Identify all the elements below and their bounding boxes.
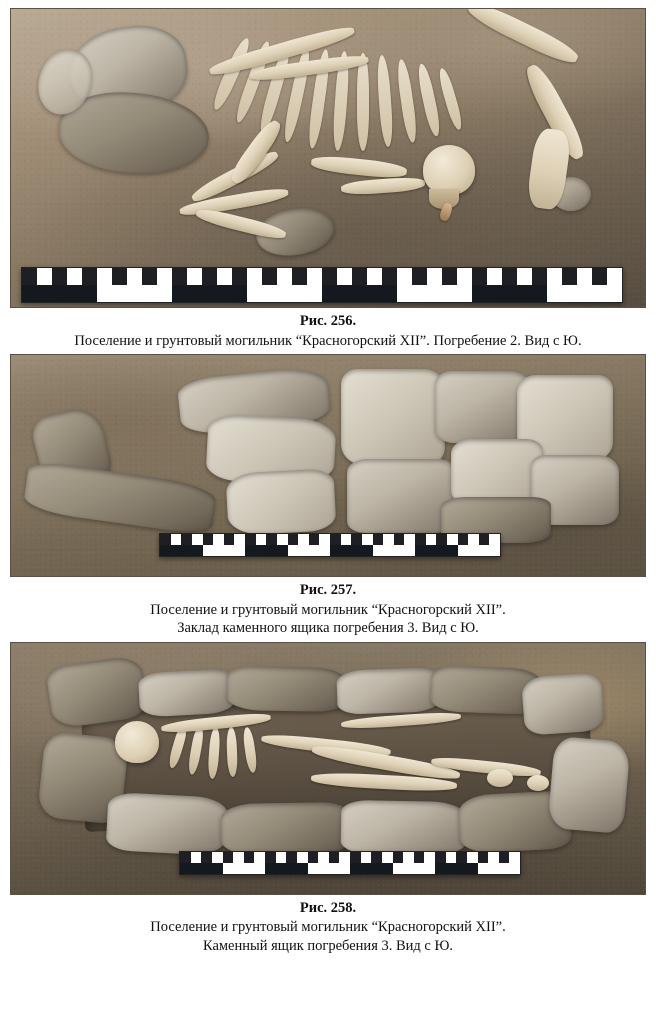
figure-256 <box>10 8 646 350</box>
scale-row-top <box>180 852 520 863</box>
stone-wall-slab <box>227 666 346 712</box>
stone-wall-slab <box>521 672 605 735</box>
skull <box>423 145 475 195</box>
scale-row-bottom <box>22 285 622 302</box>
figure-caption-256 <box>10 312 646 350</box>
scale-bar <box>179 851 521 875</box>
figure-number: Рис. 257. <box>299 582 357 599</box>
scale-bar <box>21 267 623 303</box>
stone-wall-slab <box>221 802 350 856</box>
caption-line: Каменный ящик погребения 3. Вид с Ю. <box>202 937 454 954</box>
stone-wall-slab <box>341 800 468 856</box>
photo-burial-2 <box>10 8 646 308</box>
caption-line: Поселение и грунтовый могильник “Красногорский XII”. Погребение 2. Вид с Ю. <box>74 332 582 349</box>
stone-wall-slab <box>547 736 631 834</box>
figure-number: Рис. 258. <box>299 899 357 916</box>
stone-wall-slab <box>336 667 441 715</box>
stone-cover-slab <box>451 439 543 505</box>
scale-row-bottom <box>180 863 520 874</box>
caption-line: Поселение и грунтовый могильник “Красногорский XII”. <box>150 601 506 618</box>
scale-row-top <box>22 268 622 285</box>
scale-bar <box>159 533 501 557</box>
scale-row-bottom <box>160 545 500 556</box>
caption-line: Поселение и грунтовый могильник “Красногорский XII”. <box>150 919 506 936</box>
photo-stone-cist-cover <box>10 354 646 577</box>
figure-258 <box>10 642 646 956</box>
figure-number: Рис. 256. <box>299 313 357 329</box>
stone-cover-slab <box>341 369 445 465</box>
stone-slab <box>225 468 336 536</box>
photo-stone-cist-burial-3 <box>10 642 646 895</box>
stone-wall-slab <box>106 792 229 856</box>
figure-caption-257 <box>10 581 646 638</box>
skull <box>115 721 159 763</box>
scale-row-top <box>160 534 500 545</box>
bone-fragment <box>527 775 549 791</box>
figure-caption-258 <box>10 899 646 956</box>
bone-rib <box>357 53 369 151</box>
stone-wall-slab <box>138 668 236 717</box>
figure-257 <box>10 354 646 638</box>
caption-line: Заклад каменного ящика погребения 3. Вид с Ю. <box>177 620 479 637</box>
bone-fragment <box>487 769 513 787</box>
